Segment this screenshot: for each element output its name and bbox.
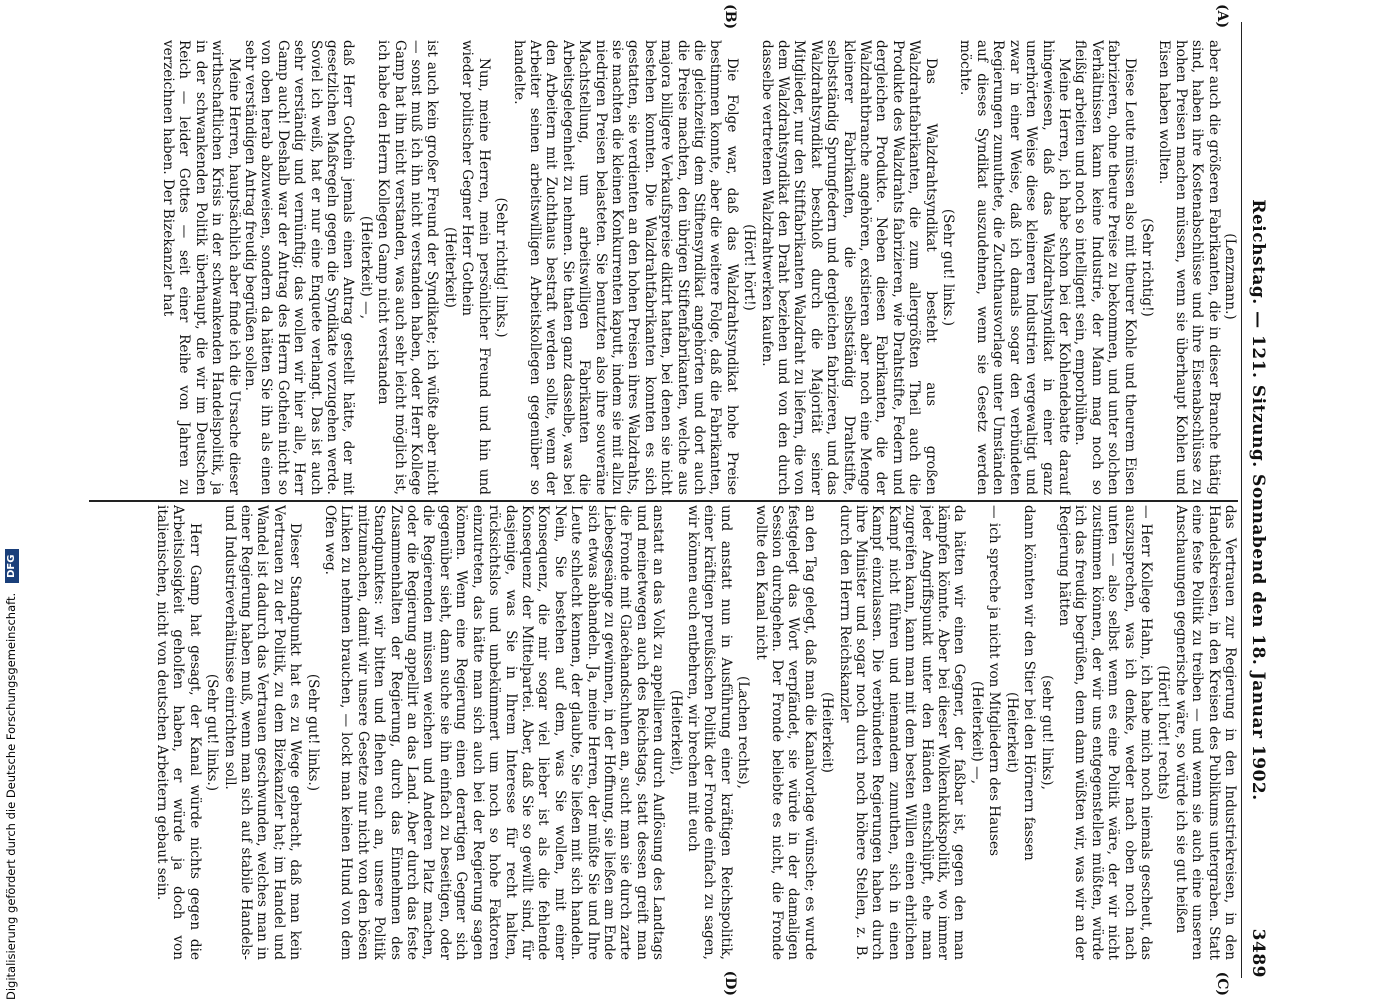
paragraph: Diese Leute müssen also mit theurer Kohle und theurem Eisen fabrizieren, ohne theure Preise zu bekommen, und unter solchen Verhältnissen kann keine Industrie, der Mann mag noch so fleißig arbeiten und noch so intelligent sein, emporblühen. [1072, 40, 1138, 495]
audience-reaction: (Hört! hört!) [741, 224, 758, 311]
dfg-logo: DFG [5, 549, 19, 583]
paragraph: und anstatt nun in Ausführung einer kräftigen Reichspolitik, einer kräftigen preußischen Politik der Fronde einfach zu sagen, wir können euch entbehren, wir brechen mit euch [685, 505, 734, 960]
paragraph: das Vertrauen zur Regierung in den Industriekreisen, in den Handelskreisen, in den Kreisen des Publikums untergraben. Statt eine feste Politik zu treiben — und wenn sie auch eine unseren Anschauungen gegnerische wäre, so würde ich sie gut heißen [1172, 505, 1238, 960]
audience-reaction: (Sehr gut! links.) [940, 208, 957, 327]
audience-reaction: (Heiterkeit) [819, 692, 836, 773]
page-number: 3489 [1248, 928, 1268, 978]
audience-reaction: (Sehr gut! links.) [204, 673, 221, 792]
paragraph: anstatt an das Volk zu appellieren durch Auflösung des Landtags und meinetwegen auch des Reichstags, statt dessen greift man die Fronde mit Glacéhandschuhen an, sucht man sie durch zarte Liebesgesänge zu gewinnen, in der Hoffnung, sie ließen am Ende sich etwas abhandeln. Ja, meine Herren, der müßte Sie und Ihre Leute schlecht kennen, der glaubte, Sie ließen mit sich handeln. Nein, Sie bestehen auf dem, was Sie wollen, mit einer Konsequenz, die mir sogar viel lieber ist als die fehlende Konsequenz der Mittelpartei. Aber, daß Sie so gewillt sind, für dasjenige, was Sie in Ihrem Interesse für recht halten, rücksichtslos und unbekümmert um noch so hohe Faktoren einzutreten, das hätte man sich auch bei der Regierung sagen können. Wenn eine Regierung einen derartigen Gegner sich gegenüber sieht, dann suche sie ihn einfach zu beseitigen, oder die Regierenden müssen weichen und Anderen Platz machen, oder die Regierung appellirt an das Land. Aber durch das feste Zusammenhalten der Regierung, durch das Einnehmen des Standpunktes: wir bitten und flehen euch an, unsere Politik mitzumachen, damit wir unsere Gesetze nur nicht von den bösen Linken zu nehmen brauchen, — lockt man keinen Hund von dem Ofen weg. [322, 505, 667, 960]
page-title: Reichstag. — 121. Sitzung. Sonnabend den 18. Januar 1902. [1248, 199, 1268, 801]
audience-reaction: (Heiterkeit) —, [968, 680, 985, 785]
speaker-name: (Lenzmann.) [1222, 233, 1238, 320]
margin-marker-c: (C) [1214, 971, 1230, 996]
paragraph: Herr Gamp hat gesagt, der Kanal würde nichts gegen die Arbeitslosigkeit geholfen haben, er würde ja doch von italienischen, nicht von deutschen Arbeitern gebaut sein. [154, 505, 203, 960]
left-column [89, 40, 1238, 495]
text-columns [89, 4, 1238, 996]
page-header [1241, 22, 1272, 978]
paragraph: Dieser Standpunkt hat es zu Wege gebracht, daß man kein Vertrauen zu der Politik, zu dem Bizekanzler hat; im Handel und Wandel ist dadurch das Vertrauen geschwunden, welches man in einer Regierung haben muß, wenn man sich auf stabile Handels- und Industrieverhältnisse einrichten soll. [221, 505, 304, 960]
right-column [89, 505, 1238, 960]
column-divider [89, 500, 1238, 502]
paragraph: aber auch die größeren Fabrikanten, die in dieser Branche thätig sind, haben ihre Kostenabschlüsse und ihre Eisenabschlüsse zu hohen Preisen machen müssen, wenn sie überhaupt Kohlen und Eisen haben wollten. [1156, 40, 1222, 495]
audience-reaction: (Heiterkeit) [441, 227, 458, 308]
audience-reaction: (Heiterkeit) —, [357, 215, 374, 320]
paragraph: Nun, meine Herren, mein persönlicher Freund und hin und wieder politischer Gegner Herr Gothein [459, 40, 492, 495]
credit-text: Digitalisierung gefördert durch die Deutsche Forschungsgemeinschaft. [4, 592, 18, 1000]
paragraph: daß Herr Gothein jemals einen Antrag gestellt hätte, der mit gesetzlichen Maßregeln gegen die Syndikate vorzugehen werde. Soviel ich weiß, hat er nur eine Enquete verlangt. Das ist auch sehr verständig und vernünftig; das wollen wir hier alle, Herr Gamp auch! Deshalb war der Antrag des Herrn Gothein nicht so von oben herab abzuweisen, sondern da hätten Sie ihn als einen sehr verständigen Antrag freudig begrüßen sollen. [242, 40, 357, 495]
audience-reaction: (Heiterkeit) [1003, 692, 1020, 773]
paragraph: an den Tag gelegt, daß man die Kanalvorlage wünsche; es wurde festgelegt das Wort verpfändet, sie würde in der damaligen Session durchgehen. Der Fronde beliebte es nicht, die Fronde wollte den Kanal nicht [752, 505, 818, 960]
paragraph: — ich spreche ja nicht von Mitgliedern des Hauses [986, 505, 1003, 856]
audience-reaction: (Heiterkeit), [667, 689, 684, 776]
paragraph: Das Walzdrahtsyndikat besteht aus großen Walzdrahtfabrikanten, die zum allergrößten Theil auch die Produkte des Walzdrahts fabrizieren, wie Drahtstifte, Federn und dergleichen Produkte. Neben diesen Fabrikanten, die der Walzdrahtbranche angehören, existieren aber noch eine Menge kleinerer Fabrikanten, die selbstständig Drahtstifte, selbstständig Sprungfedern und dergleichen fabrizieren, und das Walzdrahtsyndikat beschloß durch die Majorität seiner Mitglieder, nur den Stiftfabrikanten Walzdraht zu liefern, die von dem Walzdrahtsyndikat den Draht beziehen und von den durch dasselbe vertretenen Walzdrahtwerken kaufen. [758, 40, 939, 495]
margin-marker-a: (A) [1214, 4, 1230, 29]
audience-reaction: (Hört! hört! rechts) [1155, 665, 1172, 800]
audience-reaction: (Sehr gut! links.) [304, 673, 321, 792]
paragraph: Die Folge war, daß das Walzdrahtsyndikat hohe Preise bestimmen konnte, aber die weitere Folge, daß die Fabrikanten, die gleichzeitig dem Stiftensyndikat angehörten und dort auch die Preise machten, den übrigen Stiftenfabrikanten, welche aus majora billigere Verkaufspreise diktirt hatten, bei denen sie nicht bestehen konnten. Die Walzdrahtfabrikanten konnten es sich gestatten, sie verdienten an den hohen Preisen ihres Walzdrahts, sie machten die kleinen Konkurrenten kaputt, indem sie mit allzu niedrigen Preisen belasteten. Sie benutzten also ihre souveräne Machtstellung, um arbeitswilligen Fabrikanten die Arbeitsgelegenheit zu nehmen. Sie thaten ganz dasselbe, was bei den Arbeitern mit Zuchthaus bestraft werden sollte, wenn der Arbeiter seinen arbeitswilligen Arbeitskollegen gegenüber so handelte. [510, 40, 740, 495]
paragraph: da hätten wir einen Gegner, der faßbar ist, gegen den man kämpfen könnte. Aber bei dieser Wolkenkukkspolitik, wo immer jeder Angriffspunkt unter den Händen entschlüpft, ehe man zugreifen kann, kann man mit dem besten Willen einen ehrlichen Kampf nicht führen und niemandem zumuthen, sich in einen Kampf einzulassen. Die verbündeten Regierungen haben durch ihre Minister und sogar noch durch noch höhere Stellen, z. B. durch den Herrn Reichskanzler [836, 505, 968, 960]
margin-marker-b: (B) [722, 4, 738, 30]
paragraph: ist auch kein großer Freund der Syndikate; ich wüßte aber nicht — sonst muß ich ihn nicht verstanden haben, oder Herr Kollege Gamp hat ihn nicht verstanden, was auch sehr leicht möglich ist, ich habe den Herrn Kollegen Gamp nicht verstanden [375, 40, 441, 495]
digitization-credit [4, 0, 24, 1000]
paragraph: Meine Herren, ich habe schon bei der Kohlendebatte darauf hingewiesen, daß das Walzdrahtsyndikat in einer ganz unerhörten Weise diese kleineren Industrien vergewaltigt und zwar in einer Weise, daß ich damals sogar den verbündeten Regierungen zumuthete, die Zuchthausvorlage unter Umständen auf dieses Syndikat auszudehnen, wenn sie Gesetz werden möchte. [957, 40, 1072, 495]
audience-reaction: (sehr gut! links), [1038, 675, 1055, 790]
paragraph: Meine Herren, hauptsächlich aber finde ich die Ursache dieser wirthschaftlichen Krisis in der schwankenden Handelspolitik, ja in der schwankenden Politik überhaupt, die wir im Deutschen Reich — leider Gottes — seit einer Reihe von Jahren zu verzeichnen haben. Der Bizekanzler hat [160, 40, 242, 495]
audience-reaction: (Lachen rechts), [735, 676, 752, 789]
paragraph: dann könnten wir den Stier bei den Hörnern fassen [1021, 505, 1038, 861]
margin-marker-d: (D) [722, 970, 738, 996]
newspaper-page [75, 0, 1290, 1000]
audience-reaction: (Sehr richtig!) [1138, 218, 1155, 317]
audience-reaction: (Sehr richtig! links.) [493, 197, 510, 338]
paragraph: — Herr Kollege Hahn, ich habe mich noch niemals gescheut, das auszusprechen, was ich denke, weder nach oben noch nach unten — also selbst wenn es eine Politik wäre, der wir nicht zustimmen können, der wir uns entgegenstellen müßten, würde ich das freudig begrüßen, denn dann wüßten wir, was wir an der Regierung hätten [1055, 505, 1154, 960]
